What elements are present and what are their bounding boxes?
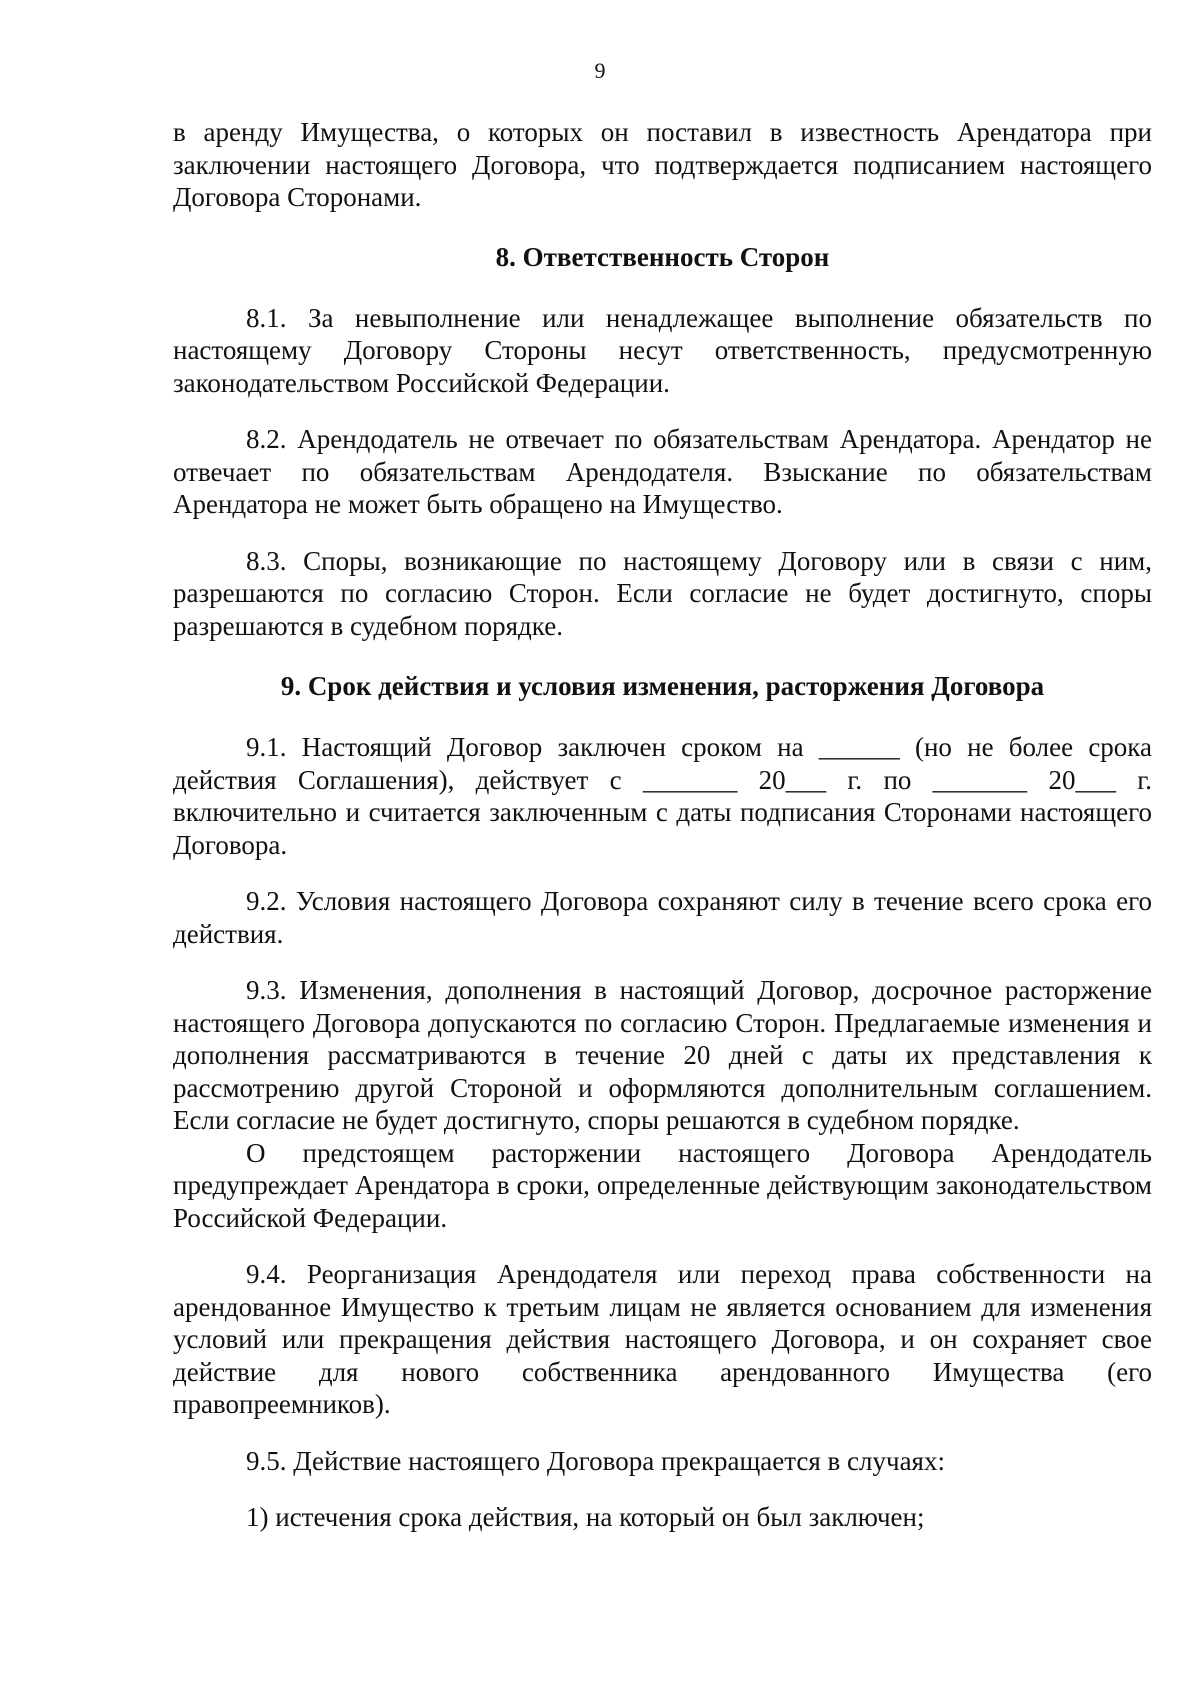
paragraph-8-1: 8.1. За невыполнение или ненадлежащее выполнение обязательств по настоящему Договору Стороны несут ответственность, предусмотренную законодательством Российской Федерации.	[173, 302, 1152, 398]
paragraph-8-2: 8.2. Арендодатель не отвечает по обязательствам Арендатора. Арендатор не отвечает по обязательствам Арендодателя. Взыскание по обязательствам Арендатора не может быть обращено на Имущество.	[173, 424, 1152, 519]
page-number: 9	[594, 58, 606, 83]
paragraph-9-5: 9.5. Действие настоящего Договора прекращается в случаях:	[246, 1445, 945, 1476]
paragraph-9-3-continuation: О предстоящем расторжении настоящего Договора Арендодатель предупреждает Арендатора в сроки, определенные действующим законодательством Российской Федерации.	[173, 1137, 1152, 1233]
section-8-heading: 8. Ответственность Сторон	[495, 241, 830, 272]
document-body	[173, 116, 1152, 1534]
list-item-1: 1) истечения срока действия, на который он был заключен;	[246, 1502, 925, 1532]
paragraph-9-2: 9.2. Условия настоящего Договора сохраняют силу в течение всего срока его действия.	[173, 886, 1152, 949]
paragraph-9-4: 9.4. Реорганизация Арендодателя или переход права собственности на арендованное Имущество к третьим лицам не является основанием для изменения условий или прекращения действия настоящего Договора, и он сохраняет свое действие для нового собственника арендованного Имущества (его правопреемников).	[173, 1259, 1152, 1419]
intro-paragraph: в аренду Имущества, о которых он поставил в известность Арендатора при заключении настоящего Договора, что подтверждается подписанием настоящего Договора Сторонами.	[173, 117, 1152, 212]
paragraph-9-3: 9.3. Изменения, дополнения в настоящий Договор, досрочное расторжение настоящего Договора допускаются по согласию Сторон. Предлагаемые изменения и дополнения рассматриваются в течение 20 дней с даты их представления к рассмотрению другой Стороной и оформляются дополнительным соглашением. Если согласие не будет достигнуто, споры решаются в судебном порядке.	[173, 975, 1152, 1135]
paragraph-8-3: 8.3. Споры, возникающие по настоящему Договору или в связи с ним, разрешаются по согласию Сторон. Если согласие не будет достигнуто, споры разрешаются в судебном порядке.	[173, 545, 1152, 641]
paragraph-9-1: 9.1. Настоящий Договор заключен сроком на ______ (но не более срока действия Соглашения), действует с _______ 20___ г. по _______ 20___ г. включительно и считается заключенным с даты подписания Сторонами настоящего Договора.	[173, 732, 1152, 860]
section-9-heading: 9. Срок действия и условия изменения, расторжения Договора	[280, 671, 1045, 701]
